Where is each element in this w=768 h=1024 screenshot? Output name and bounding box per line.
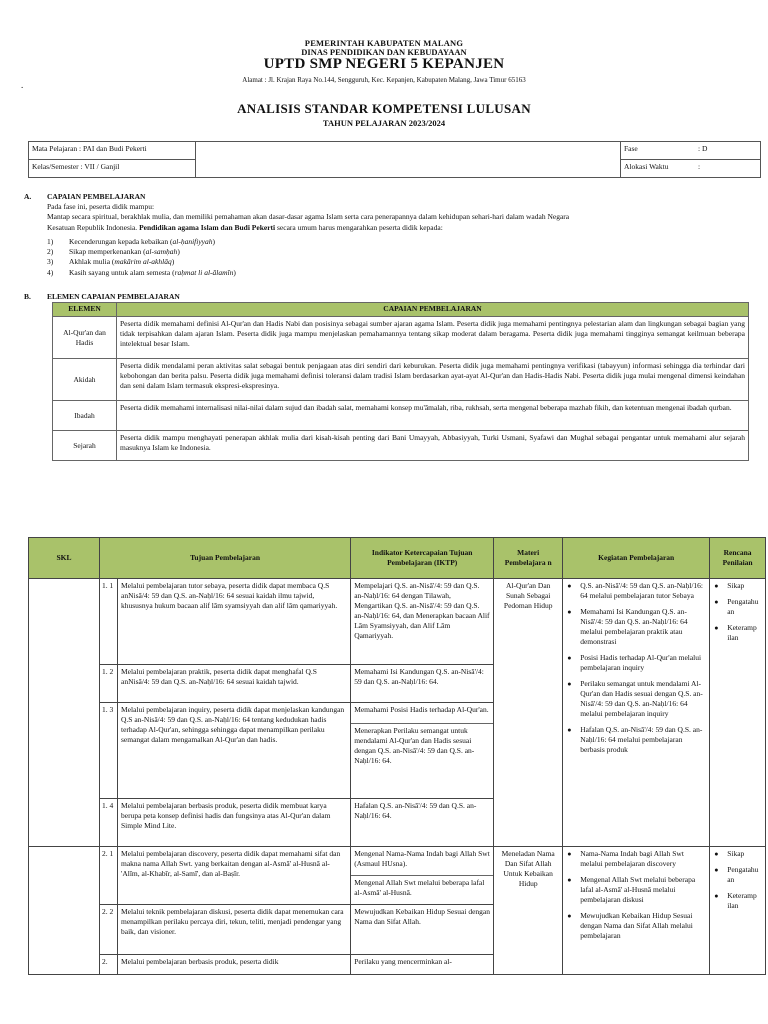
tp-number: 2. 1 [100,847,118,905]
element-name: Ibadah [53,401,117,431]
iktp-item: Mewujudkan Kebaikan Hidup Sesuai dengan Nama dan Sifat Allah. [354,907,490,926]
tp-text: Melalui pembelajaran tutor sebaya, peserta didik dapat membaca Q.S anNisā/4: 59 dan Q.S. an-Naḥl/16: 64 sesuai kaidah ilmu tajwid, khususnya hukum bacaan alif lām syamsiyyah dan alif lām qamariyyah. [118,579,351,665]
list-item: ● Keteramp ilan [713,623,762,643]
list-term: al-samḥah [145,247,178,256]
tp-number: 1. 2 [100,665,118,703]
stray-dot: . [21,80,24,90]
letterhead-department: DINAS PENDIDIKAN DAN KEBUDAYAAN [301,47,467,57]
list-close: ) [171,257,175,266]
element-description: Peserta didik mendalami peran aktivitas salat sebagai bentuk penjagaan atas diri sendiri dari keburukan. Peserta didik juga memahami pentingnya verifikasi (tabayyun) informasi sehingga dia terhindar dari kebohongan dan berita palsu. Peserta didik juga memahami definisi toleransi dalam tradisi Islam berdasarkan ayat-ayat Al-Qur'an dan Hadis-Hadis Nabi. Peserta didik juga mulai mengenal dimensi keindahan dan seni dalam Islam termasuk ekspresi-ekspresinya. [117,359,749,401]
section-a-paragraph-cont [47,223,443,233]
table-row [29,847,766,905]
kegiatan-cell [563,847,710,975]
subject-field: Mata Pelajaran : PAI dan Budi Pekerti [29,142,196,160]
rencana-cell [710,579,766,847]
header-tujuan: Tujuan Pembelajaran [100,538,351,579]
info-blank-cell [196,142,621,178]
paragraph-bold-subject: Pendidikan agama Islam dan Budi Pekerti [139,223,276,232]
list-text: Kecenderungan kepada kebaikan ( [69,237,173,246]
list-item: ● Mengenal Allah Swt melalui beberapa lafal al-Asmā' al-Husnā melalui pembelajaran diskusi [566,875,706,905]
table-row [53,359,749,401]
tp-number: 2. 2 [100,905,118,955]
list-item: ● Memahami Isi Kandungan Q.S. an-Nisā'/4: 59 dan Q.S. an-Naḥl/16: 64 melalui pembelajaran praktik atau demonstrasi [566,607,706,647]
header-materi: Materi Pembelajara n [494,538,563,579]
list-term: al-ḥanifiyyah [172,237,213,246]
table-row [29,579,766,665]
element-description: Peserta didik memahami internalisasi nilai-nilai dalam sujud dan ibadah salat, memahami konsep mu'āmalah, riba, rukhsah, serta mengenal beberapa mazhab fikih, dan ketentuan mengenai ibadah qurban. [117,401,749,431]
tp-text: Melalui pembelajaran berbasis produk, peserta didik [118,955,351,975]
iktp-cell [351,955,494,975]
phase-value: : D [695,142,761,160]
iktp-cell [351,579,494,665]
header-rencana: Rencana Penilaian [710,538,766,579]
elements-header-elemen: ELEMEN [53,303,117,317]
list-item: ● Pengatahu an [713,597,762,617]
tp-text: Melalui pembelajaran inquiry, peserta didik dapat menjelaskan kandungan Q.S an-Nisā/4: 59 dan Q.S. an-Naḥl/16: 64 tentang kedudukan hadis terhadap Al-Qur'an, sehingga sehingga dapat menampilkan perilaku semangat dalam mengamalkan Al-Qur'an dan hadis. [118,703,351,799]
list-item [47,237,215,246]
elements-table [52,302,749,461]
section-a-intro: Pada fase ini, peserta didik mampu: [47,202,155,211]
time-allocation-value: : [695,160,761,178]
kegiatan-list [566,849,706,941]
tp-number: 1. 1 [100,579,118,665]
list-item: ● Posisi Hadis terhadap Al-Qur'an melalui pembelajaran inquiry [566,653,706,673]
tp-text: Melalui pembelajaran discovery, peserta didik dapat memahami sifat dan makna nama Allah Swt. yang berkaitan dengan al-Asmā' al-Husnā al- 'Alīm, al-Khabīr, al-Samī', dan al-Baṣīr. [118,847,351,905]
table-row [53,401,749,431]
document-title: ANALISIS STANDAR KOMPETENSI LULUSAN [237,101,531,116]
kegiatan-cell [563,579,710,847]
subject-info-table [28,141,761,178]
iktp-cell [351,799,494,847]
header-skl: SKL [29,538,100,579]
rencana-list [713,581,762,643]
skl-cell [29,579,100,847]
tp-number: 1. 4 [100,799,118,847]
iktp-item: Menerapkan Perilaku semangat untuk mendalami Al-Qur'an dan Hadis sesuai dengan Q.S. an-Nisā'/4: 59 dan Q.S. an-Naḥl/16: 64. [351,723,493,768]
materi-cell: Al-Qur'an Dan Sunah Sebagai Pedoman Hidup [494,579,563,847]
rencana-list [713,849,762,911]
list-close: ) [233,268,236,277]
letterhead-school-name: UPTD SMP NEGERI 5 KEPANJEN [263,56,505,72]
list-number: 2) [47,247,54,256]
table-row [53,317,749,359]
skl-cell [29,847,100,975]
tp-text: Melalui teknik pembelajaran diskusi, peserta didik dapat menemukan cara menampilkan perilaku percaya diri, tekun, teliti, menjadi pendengar yang baik, dan visioner. [118,905,351,955]
element-name: Akidah [53,359,117,401]
list-text: Sikap memperkenankan ( [69,247,146,256]
class-semester-field: Kelas/Semester : VII / Ganjil [29,160,196,178]
list-item: ● Q.S. an-Nisā'/4: 59 dan Q.S. an-Naḥl/16: 64 melalui pembelajaran tutor Sebaya [566,581,706,601]
tp-number: 1. 3 [100,703,118,799]
list-item [47,247,180,256]
list-item [47,268,236,277]
section-b-letter: B. [24,292,31,301]
list-number: 4) [47,268,54,277]
list-term: raḥmat li al-ālamīn [174,268,234,277]
kegiatan-list [566,581,706,755]
list-item: ● Mewujudkan Kebaikan Hidup Sesuai dengan Nama dan Sifat Allah melalui pembelajaran [566,911,706,941]
academic-year: TAHUN PELAJARAN 2023/2024 [322,118,446,128]
list-item [47,257,174,266]
iktp-item: Hafalan Q.S. an-Nisā'/4: 59 dan Q.S. an-Naḥl/16: 64. [354,801,477,820]
iktp-cell [351,905,494,955]
table-row [53,431,749,461]
phase-label: Fase [621,142,696,160]
list-close: ) [177,247,180,256]
time-allocation-label: Alokasi Waktu [621,160,696,178]
iktp-cell [351,665,494,703]
materi-cell: Meneladan Nama Dan Sifat Allah Untuk Kebaikan Hidup [494,847,563,975]
list-item: ● Nama-Nama Indah bagi Allah Swt melalui pembelajaran discovery [566,849,706,869]
element-name: Sejarah [53,431,117,461]
list-term: makārim al-akhlāq [114,257,172,266]
list-text: Kasih sayang untuk alam semesta ( [69,268,175,277]
tp-text: Melalui pembelajaran praktik, peserta didik dapat menghafal Q.S anNisā/4: 59 dan Q.S. an-Naḥl/16: 64 sesuai kaidah tajwid. [118,665,351,703]
list-item: ● Perilaku semangat untuk mendalami Al-Qur'an dan Hadis sesuai dengan Q.S. an-Nisā'/4: 59 dan Q.S. an-Naḥl/16: 64 melalui pembelajaran inquiry [566,679,706,719]
header-kegiatan: Kegiatan Pembelajaran [563,538,710,579]
list-item: ● Hafalan Q.S. an-Nisā'/4: 59 dan Q.S. an-Naḥl/16: 64 melalui pembelajaran berbasis produk [566,725,706,755]
tp-text: Melalui pembelajaran berbasis produk, peserta didik membuat karya berupa peta konsep definisi hadis dan fungsinya atas Al-Qur'an dalam Simple Mind Lite. [118,799,351,847]
list-item: ● Keteramp ilan [713,891,762,911]
iktp-item: Memahami Isi Kandungan Q.S. an-Nisā'/4: 59 dan Q.S. an-Naḥl/16: 64. [354,667,484,686]
element-name: Al-Qur'an dan Hadis [53,317,117,359]
iktp-item: Mengenal Nama-Nama Indah bagi Allah Swt (Asmaul HUsna). [354,849,490,868]
skl-analysis-table [28,537,766,975]
iktp-item: Memahami Posisi Hadis terhadap Al-Qur'an. [354,705,489,714]
paragraph-text: Kesatuan Republik Indonesia. [47,223,140,232]
iktp-cell [351,703,494,799]
rencana-cell [710,847,766,975]
header-iktp: Indikator Ketercapaian Tujuan Pembelajaran (IKTP) [351,538,494,579]
iktp-item: Mempelajari Q.S. an-Nisā'/4: 59 dan Q.S. an-Naḥl/16: 64 dengan Tilawah, Mengartikan Q.S. an-Nisā'/4: 59 dan Q.S. an-Naḥl/16: 64, dan Menerapkan bacaan Alif Lām Syamsiyyah, dan Alif Lām Qamariyyah. [354,581,490,640]
elements-header-capaian: CAPAIAN PEMBELAJARAN [117,303,749,317]
element-description: Peserta didik mampu menghayati penerapan akhlak mulia dari kisah-kisah penting dari Bani Umayyah, Abbasiyyah, Turki Usmani, Syafawi dan Mughal sebagai pengantar untuk memahami alur sejarah masuknya Islam ke Indonesia. [117,431,749,461]
iktp-item: Mengenal Allah Swt melalui beberapa lafal al-Asmā' al-Husnā. [351,875,493,900]
section-a-letter: A. [24,192,32,201]
paragraph-text-end: secara umum harus mengarahkan peserta didik kepada: [275,223,443,232]
list-number: 3) [47,257,54,266]
section-a-paragraph: Mantap secara spiritual, berakhlak mulia, dan memiliki pemahaman akan dasar-dasar agama Islam serta cara penerapannya dalam kehidupan sehari-hari dalam wadah Negara [47,212,570,221]
list-item: ● Sikap [713,581,762,591]
iktp-cell [351,847,494,905]
iktp-item: Perilaku yang mencerminkan al- [354,957,452,966]
list-item: ● Pengatahu an [713,865,762,885]
list-item: ● Sikap [713,849,762,859]
section-a-title: CAPAIAN PEMBELAJARAN [47,192,146,201]
letterhead-address: Alamat : Jl. Krajan Raya No.144, Sengguruh, Kec. Kepanjen, Kabupaten Malang, Jawa Timur 65163 [242,76,526,84]
list-text: Akhlak mulia ( [69,257,115,266]
element-description: Peserta didik memahami definisi Al-Qur'an dan Hadis Nabi dan posisinya sebagai sumber ajaran agama Islam. Peserta didik juga memahami pentingnya pelestarian alam dan lingkungan sebagai bagian yang tidak terpisahkan dalam ajaran Islam. Peserta didik juga mampu menjelaskan pemahamannya tentang sikap moderat dalam beragama. Peserta didik juga memahami tingginya semangat keilmuan beberapa intelektual besar Islam. [117,317,749,359]
section-b-title: ELEMEN CAPAIAN PEMBELAJARAN [47,292,180,301]
tp-number: 2. [100,955,118,975]
list-number: 1) [47,237,54,246]
letterhead-government: PEMERINTAH KABUPATEN MALANG [304,38,464,48]
list-close: ) [212,237,215,246]
